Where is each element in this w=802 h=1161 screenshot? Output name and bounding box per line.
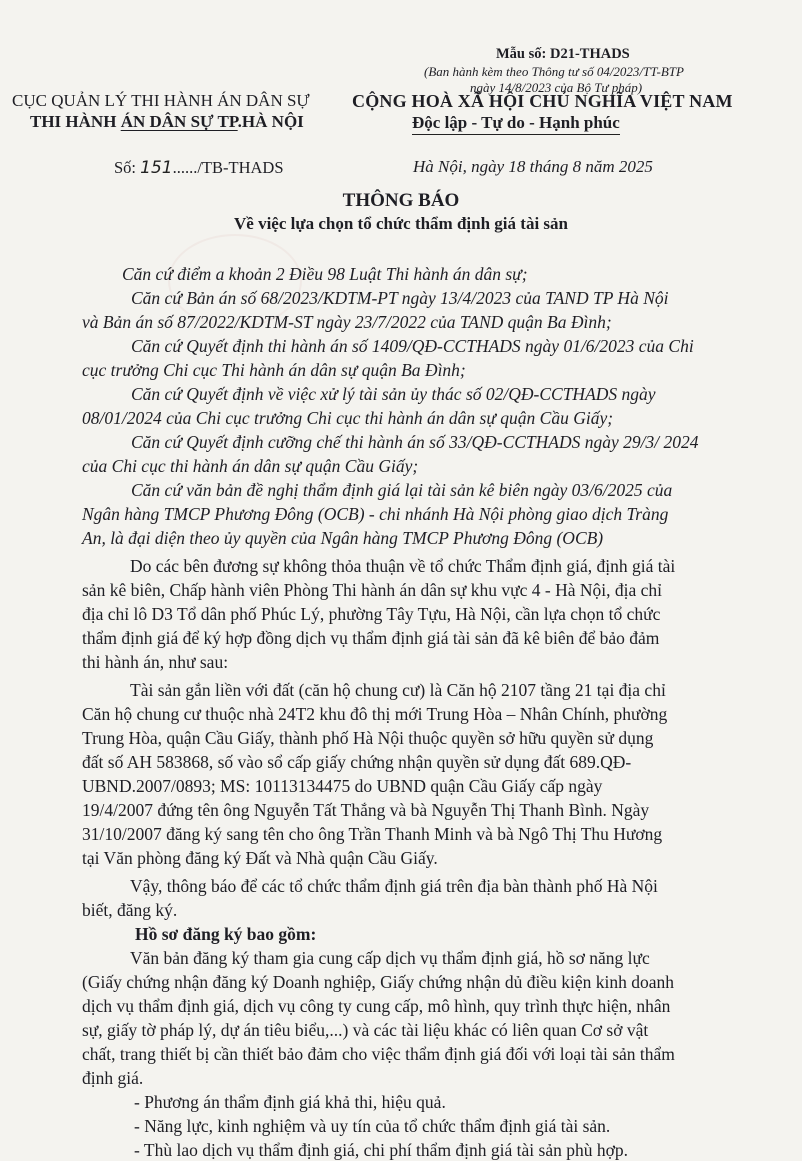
body-line: và Bản án số 87/2022/KDTM-ST ngày 23/7/2022 của TAND quận Ba Đình; — [82, 312, 612, 332]
body-line: thẩm định giá để ký hợp đồng dịch vụ thẩm định giá tài sản đã kê biên để bảo đảm — [82, 628, 660, 648]
agency-top: CỤC QUẢN LÝ THI HÀNH ÁN DÂN SỰ — [12, 91, 310, 110]
body-line: - Năng lực, kinh nghiệm và uy tín của tổ chức thẩm định giá tài sản. — [134, 1116, 611, 1136]
document-subtitle: Về việc lựa chọn tổ chức thẩm định giá tài sản — [234, 214, 568, 233]
document-number-handwritten: 151 — [140, 158, 173, 178]
body-line: Ngân hàng TMCP Phương Đông (OCB) - chi nhánh Hà Nội phòng giao dịch Tràng — [82, 504, 669, 524]
body-line: địa chỉ lô D3 Tổ dân phố Phúc Lý, phường Tây Tựu, Hà Nội, cần lựa chọn tổ chức — [82, 604, 661, 624]
body-line: - Phương án thẩm định giá khả thi, hiệu quả. — [134, 1092, 446, 1112]
document-number-prefix: Số: — [114, 158, 141, 177]
body-line: định giá. — [82, 1068, 144, 1088]
body-line: Văn bản đăng ký tham gia cung cấp dịch vụ thẩm định giá, hồ sơ năng lực — [130, 948, 650, 968]
body-line: 19/4/2007 đứng tên ông Nguyễn Tất Thắng và bà Nguyễn Thị Thanh Bình. Ngày — [82, 800, 650, 820]
body-line: tại Văn phòng đăng ký Đất và Nhà quận Cầu Giấy. — [82, 848, 438, 868]
national-title: CỘNG HOÀ XÃ HỘI CHỦ NGHĨA VIỆT NAM — [352, 91, 733, 111]
body-line: sản kê biên, Chấp hành viên Phòng Thi hành án dân sự khu vực 4 - Hà Nội, địa chỉ — [82, 580, 662, 600]
body-line: dịch vụ thẩm định giá, dịch vụ công ty cung cấp, mô hình, quy trình thực hiện, nhân — [82, 996, 671, 1016]
place-date: Hà Nội, ngày 18 tháng 8 năm 2025 — [413, 157, 653, 176]
agency-bottom-pre: THI HÀNH — [30, 112, 121, 131]
body-line: Căn cứ văn bản đề nghị thẩm định giá lại tài sản kê biên ngày 03/6/2025 của — [131, 480, 673, 500]
body-line: Hồ sơ đăng ký bao gồm: — [135, 924, 317, 944]
body-line: Vậy, thông báo để các tổ chức thẩm định giá trên địa bàn thành phố Hà Nội — [130, 876, 658, 896]
national-motto: Độc lập - Tự do - Hạnh phúc — [412, 113, 620, 135]
form-note-line-2: ngày 14/8/2023 của Bộ Tư pháp) — [470, 80, 643, 95]
agency-bottom — [30, 112, 304, 132]
body-line: Căn cứ Bản án số 68/2023/KDTM-PT ngày 13/4/2023 của TAND TP Hà Nội — [131, 288, 669, 308]
body-line: cục trưởng Chi cục Thi hành án dân sự quận Ba Đình; — [82, 360, 466, 380]
body-line: UBND.2007/0893; MS: 10113134475 do UBND quận Cầu Giấy cấp ngày — [82, 776, 603, 796]
document-number-suffix: ....../TB-THADS — [172, 158, 284, 177]
body-line: Căn hộ chung cư thuộc nhà 24T2 khu đô thị mới Trung Hòa – Nhân Chính, phường — [82, 704, 668, 724]
body-line: Tài sản gắn liền với đất (căn hộ chung cư) là Căn hộ 2107 tầng 21 tại địa chỉ — [130, 680, 666, 700]
body-line: 31/10/2007 đăng ký sang tên cho ông Trần Thanh Minh và bà Ngô Thị Thu Hương — [82, 824, 663, 844]
body-line: đất số AH 583868, số vào sổ cấp giấy chứng nhận quyền sử dụng đất 689.QĐ- — [82, 752, 632, 772]
body-line: thi hành án, như sau: — [82, 652, 229, 672]
body-line: 08/01/2024 của Chi cục trưởng Chi cục thi hành án dân sự quận Cầu Giấy; — [82, 408, 614, 428]
body-line: biết, đăng ký. — [82, 900, 178, 920]
form-code: Mẫu số: D21-THADS — [496, 46, 630, 62]
body-line: Căn cứ Quyết định cưỡng chế thi hành án số 33/QĐ-CCTHADS ngày 29/3/ 2024 — [131, 432, 699, 452]
body-line: của Chi cục thi hành án dân sự quận Cầu Giấy; — [82, 456, 419, 476]
body-line: (Giấy chứng nhận đăng ký Doanh nghiệp, Giấy chứng nhận dủ điều kiện kinh doanh — [82, 972, 674, 992]
body-line: - Thù lao dịch vụ thẩm định giá, chi phí thẩm định giá tài sản phù hợp. — [134, 1140, 628, 1160]
document-number — [114, 158, 284, 178]
form-note-line-1: (Ban hành kèm theo Thông tư số 04/2023/TT-BTP — [424, 64, 684, 79]
body-line: sự, giấy tờ pháp lý, dự án tiêu biểu,...) và các tài liệu khác có liên quan Cơ sở vật — [82, 1020, 649, 1040]
body-line: Căn cứ Quyết định về việc xử lý tài sản ủy thác số 02/QĐ-CCTHADS ngày — [131, 384, 656, 404]
body-line: Do các bên đương sự không thỏa thuận về tổ chức Thẩm định giá, định giá tài — [130, 556, 676, 576]
agency-bottom-underlined: ÁN DÂN SỰ TP — [120, 112, 238, 131]
body-line: An, là đại diện theo ủy quyền của Ngân hàng TMCP Phương Đông (OCB) — [82, 528, 604, 548]
body-line: Căn cứ Quyết định thi hành án số 1409/QĐ-CCTHADS ngày 01/6/2023 của Chi — [131, 336, 694, 356]
body-line: Trung Hòa, quận Cầu Giấy, thành phố Hà Nội thuộc quyền sở hữu quyền sử dụng — [82, 728, 654, 748]
agency-bottom-post: .HÀ NỘI — [237, 112, 304, 131]
document-title: THÔNG BÁO — [342, 190, 460, 211]
body-line: chất, trang thiết bị cần thiết bảo đảm cho việc thẩm định giá đối với loại tài sản thẩm — [82, 1044, 675, 1064]
body-line: Căn cứ điểm a khoản 2 Điều 98 Luật Thi hành án dân sự; — [122, 264, 528, 284]
